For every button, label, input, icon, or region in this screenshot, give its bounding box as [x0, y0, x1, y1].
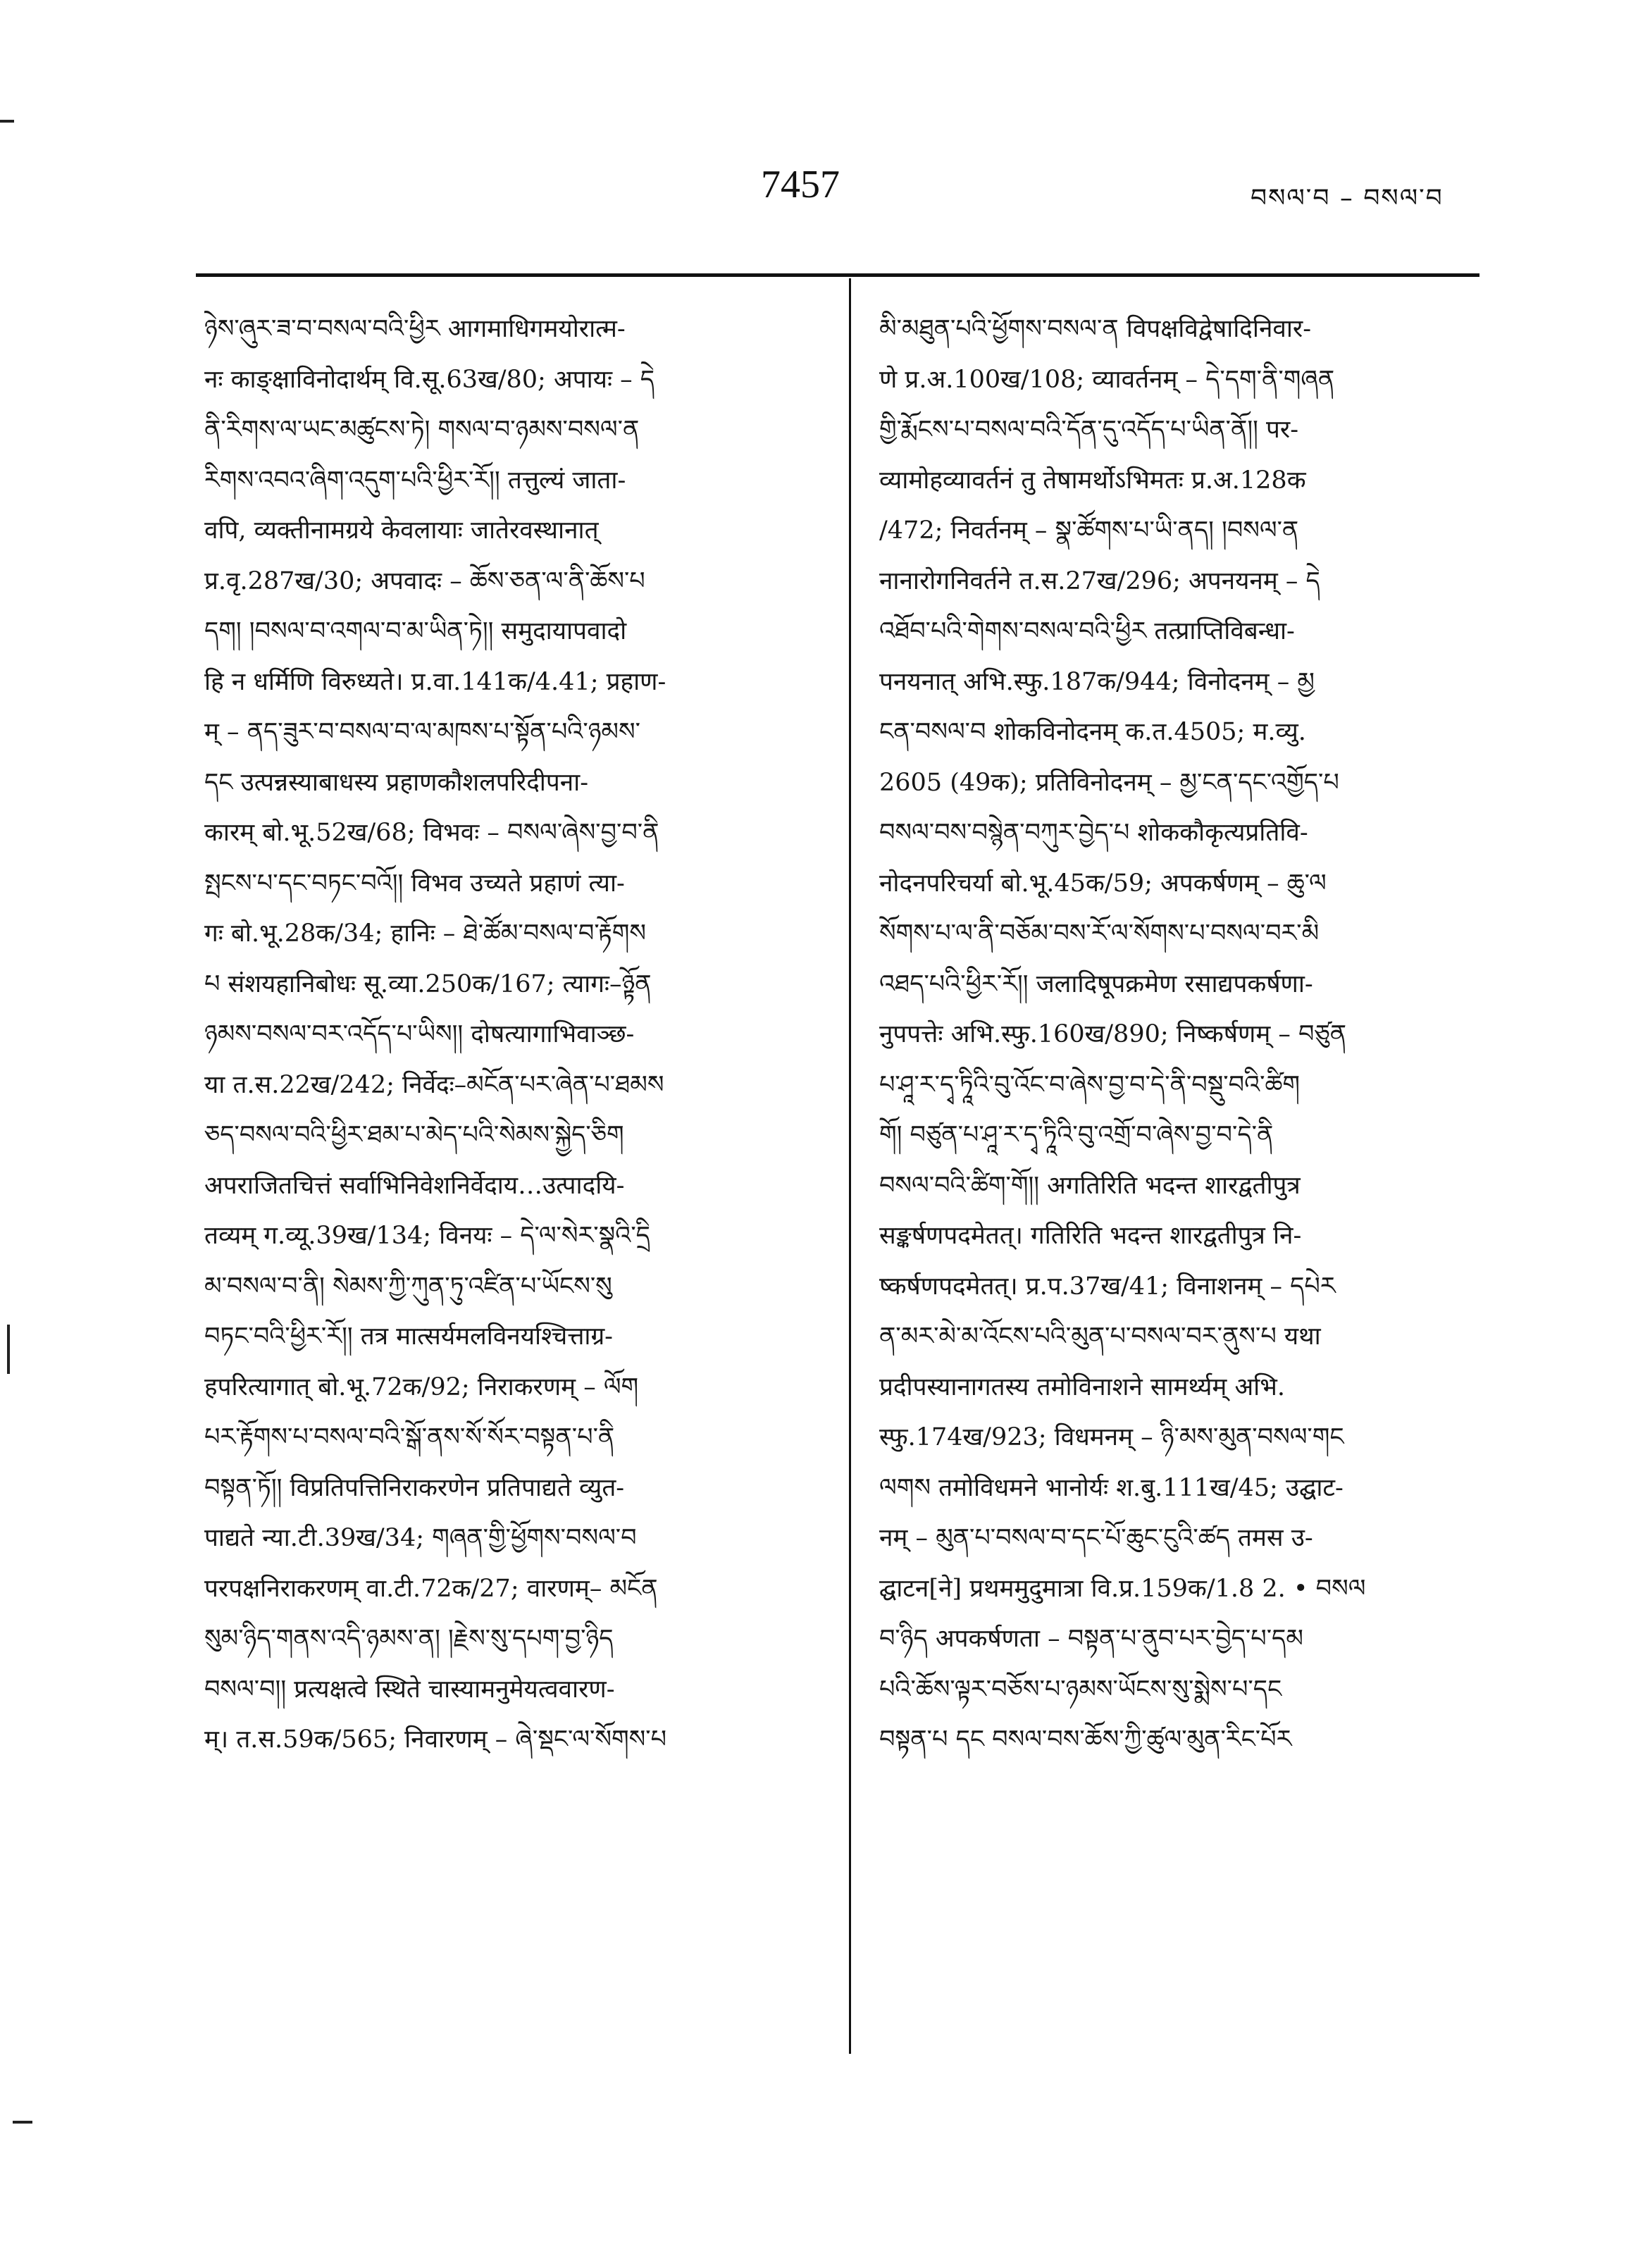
text-line: नानारोगनिवर्तने त.स.27ख/296; अपनयनम् – དེ — [879, 566, 1320, 595]
text-line: སོགས་པ་ལ་ནི་བཅོམ་བས་རོ་ལ་སོགས་པ་བསལ་བར་མི — [879, 919, 1320, 948]
text-line: གྱི་རྨོངས་པ་བསལ་བའི་དོན་དུ་འདོད་པ་ཡིན་ནོ།། पर- — [879, 416, 1299, 444]
text-line: ལགས तमोविधमने भानोर्यः श.बु.111ख/45; उद्घाट- — [879, 1473, 1344, 1502]
text-line: परपक्षनिराकरणम् वा.टी.72क/27; वारणम्– མངོན — [204, 1574, 658, 1603]
text-line: सङ्कर्षणपदमेतत्। गतिरिति भदन्त शारद्वतीपुत्र नि- — [879, 1222, 1302, 1250]
text-line: ष्कर्षणपदमेतत्। प्र.प.37ख/41; विनाशनम् – དཔེར — [879, 1272, 1336, 1301]
text-line: བསྟན་པ དང བསལ་བས་ཆོས་ཀྱི་ཚུལ་མུན་རིང་པོར — [879, 1725, 1292, 1754]
text-line: नम् – མུན་པ་བསལ་བ་དང་པོ་ཆུང་ངུའི་ཚད तमस उ- — [879, 1524, 1313, 1552]
text-line: नोदनपरिचर्या बो.भू.45क/59; अपकर्षणम् – ཆུ་ལ — [879, 869, 1327, 898]
text-line: पनयनात् अभि.स्फु.187क/944; विनोदनम् – མྱ — [879, 667, 1315, 696]
text-line: བསལ་བ།། प्रत्यक्षत्वे स्थिते चास्यामनुमेयत्ववारण- — [204, 1675, 615, 1704]
right-column — [879, 304, 1517, 1766]
text-line: स्फु.174ख/923; विधमनम् – ཉི་མས་མུན་བསལ་གང — [879, 1423, 1344, 1451]
text-line: གོ། བཙུན་པ་ཤཱ་ར་དྭ་ཏཱིའི་བུ་འགྲོ་བ་ཞེས་བྱ་བ་དེ་ནི — [879, 1121, 1274, 1149]
text-line: ཅད་བསལ་བའི་ཕྱིར་ཐམ་པ་མེད་པའི་སེམས་སྐྱེད་ཅིག — [204, 1121, 624, 1149]
text-line: नः काङ्क्षाविनोदार्थम् वि.सू.63ख/80; अपायः – དེ — [204, 365, 655, 394]
text-line: ངན་བསལ་བ शोकविनोदनम् क.त.4505; म.व्यु. — [879, 718, 1306, 746]
text-line: प्र.वृ.287ख/30; अपवादः – ཆོས་ཅན་ལ་ནི་ཆོས་པ — [204, 566, 645, 595]
left-column — [204, 304, 842, 1766]
text-line: སྤངས་པ་དང་བཏང་བའོ།། विभव उच्यते प्रहाणं त्या- — [204, 869, 625, 898]
text-line: བ་ཉིད अपकर्षणता – བསྟན་པ་ནུབ་པར་བྱེད་པ་དམ — [879, 1625, 1303, 1653]
text-line: पाद्यते न्या.टी.39ख/34; གཞན་གྱི་ཕྱོགས་བསལ་བ — [204, 1524, 637, 1552]
page-number: 7457 — [761, 163, 840, 206]
text-line: गः बो.भू.28क/34; हानिः – ཐེ་ཚོམ་བསལ་བ་རྟོགས — [204, 919, 647, 948]
text-line: པར་རྟོགས་པ་བསལ་བའི་སྒོ་ནས་སོ་སོར་བསྟན་པ་ནི — [204, 1423, 615, 1451]
text-line: णे प्र.अ.100ख/108; व्यावर्तनम् – དེ་དག་ནི་གཞན — [879, 365, 1335, 394]
text-line: कारम् बो.भू.52ख/68; विभवः – བསལ་ཞེས་བྱ་བ་ནི — [204, 819, 659, 847]
text-line: བསྟན་ཏོ།། विप्रतिपत्तिनिराकरणेन प्रतिपाद्यते व्युत- — [204, 1473, 625, 1502]
text-line: ནི་རིགས་ལ་ཡང་མཚུངས་ཏེ། གསལ་བ་ཉམས་བསལ་ན — [204, 416, 640, 444]
header-rule — [196, 273, 1479, 277]
scan-mark-mid-left — [7, 1325, 10, 1374]
text-line: མི་མཐུན་པའི་ཕྱོགས་བསལ་ན विपक्षविद्वेषादिनिवार- — [879, 315, 1312, 343]
text-line: वपि, व्यक्तीनामग्रये केवलायाः जातेरवस्थानात् — [204, 516, 599, 545]
text-line: འཐོབ་པའི་གེགས་བསལ་བའི་ཕྱིར तत्प्राप्तिविबन्धा- — [879, 617, 1295, 645]
text-line: म् – ནད་ཟུར་བ་བསལ་བ་ལ་མཁས་པ་སྟོན་པའི་ཉམས་ — [204, 718, 640, 746]
text-line: व्यामोहव्यावर्तनं तु तेषामर्थोऽभिमतः प्र.अ.128क — [879, 466, 1306, 495]
text-line: པའི་ཆོས་ལྟར་བཅོས་པ་ཉམས་ཡོངས་སུ་སྨེས་པ་དང — [879, 1675, 1282, 1704]
text-line: པ संशयहानिबोधः सू.व्या.250क/167; त्यागः–ཉྟོན — [204, 969, 652, 998]
text-line: अपराजितचित्तं सर्वाभिनिवेशनिर्वेदाय…उत्पादयि- — [204, 1171, 625, 1200]
running-head: བསལ་བ – བསལ་བ — [1251, 184, 1444, 213]
scan-mark-bottom-left — [13, 2121, 32, 2124]
text-line: हपरित्यागात् बो.भू.72क/92; निराकरणम् – ལོག — [204, 1372, 639, 1401]
text-line: हि न धर्मिणि विरुध्यते। प्र.वा.141क/4.41; प्रहाण- — [204, 667, 666, 696]
text-line: ཉེས་ཞུར་ཟ་བ་བསལ་བའི་ཕྱིར आगमाधिगमयोरात्म- — [204, 315, 626, 343]
text-line: དང उत्पन्नस्याबाधस्य प्रहाणकौशलपरिदीपना- — [204, 768, 589, 797]
text-line: པ་ཤཱ་ར་དྭ་ཏཱིའི་བུ་འོང་བ་ཞེས་བྱ་བ་དེ་ནི་བསྡུ་བའི་ཚིག — [879, 1070, 1301, 1099]
text-line: प्रदीपस्यानागतस्य तमोविनाशने सामर्थ्यम् अभि. — [879, 1372, 1285, 1401]
text-line: བཏང་བའི་ཕྱིར་རོ།། तत्र मात्सर्यमलविनयश्चित्ताग्र- — [204, 1322, 614, 1351]
scan-mark-top-left — [0, 120, 14, 123]
text-line: བསལ་བའི་ཚིག་གོ།། अगतिरिति भदन्त शारद्वतीपुत्र — [879, 1171, 1301, 1200]
text-line: तव्यम् ग.व्यू.39ख/134; विनयः – དེ་ལ་སེར་སྣའི་དྲི — [204, 1222, 650, 1250]
text-line: སུམ་ཉིད་གནས་འདི་ཉམས་ན། །རྗེས་སུ་དཔག་བྱ་ཉིད — [204, 1625, 614, 1653]
text-line: नुपपत्तेः अभि.स्फु.160ख/890; निष्कर्षणम् – བཙུན — [879, 1020, 1347, 1048]
text-line: ཉམས་བསལ་བར་འདོད་པ་ཡིས།། दोषत्यागाभिवाञ्छ- — [204, 1020, 635, 1048]
text-line: द्घाटन[ने] प्रथममुदुमात्रा वि.प्र.159क/1.8 2. • བསལ — [879, 1574, 1366, 1603]
text-line: དག། །བསལ་བ་འགལ་བ་མ་ཡིན་ཏེ།། समुदायापवादो — [204, 617, 627, 645]
text-line: 2605 (49क); प्रतिविनोदनम् – མྱ་ངན་དང་འགྱོད་པ — [879, 768, 1339, 797]
text-line: མ་བསལ་བ་ནི། སེམས་ཀྱི་ཀུན་ཏུ་འཛིན་པ་ཡོངས་སུ — [204, 1272, 612, 1301]
text-line: བསལ་བས་བསྙེན་བཀུར་བྱེད་པ शोककौकृत्यप्रतिवि- — [879, 819, 1308, 847]
text-line: འཐད་པའི་ཕྱིར་རོ།། जलादिषूपक्रमेण रसाद्यपकर्षणा- — [879, 969, 1313, 998]
text-line: /472; निवर्तनम् – སྣ་ཚོགས་པ་ཡི་ནད། །བསལ་ན — [879, 516, 1299, 545]
text-line: म्। त.स.59क/565; निवारणम् – ཞེ་སྡང་ལ་སོགས་པ — [204, 1725, 667, 1754]
text-line: རིགས་འབའ་ཞིག་འདུག་པའི་ཕྱིར་རོ།། तत्तुल्यं जाता- — [204, 466, 626, 495]
text-line: ན་མར་མེ་མ་འོངས་པའི་མུན་པ་བསལ་བར་ནུས་པ यथा — [879, 1322, 1321, 1351]
text-line: या त.स.22ख/242; निर्वेदः–མངོན་པར་ཞེན་པ་ཐམས — [204, 1070, 664, 1099]
column-divider — [849, 278, 851, 2054]
